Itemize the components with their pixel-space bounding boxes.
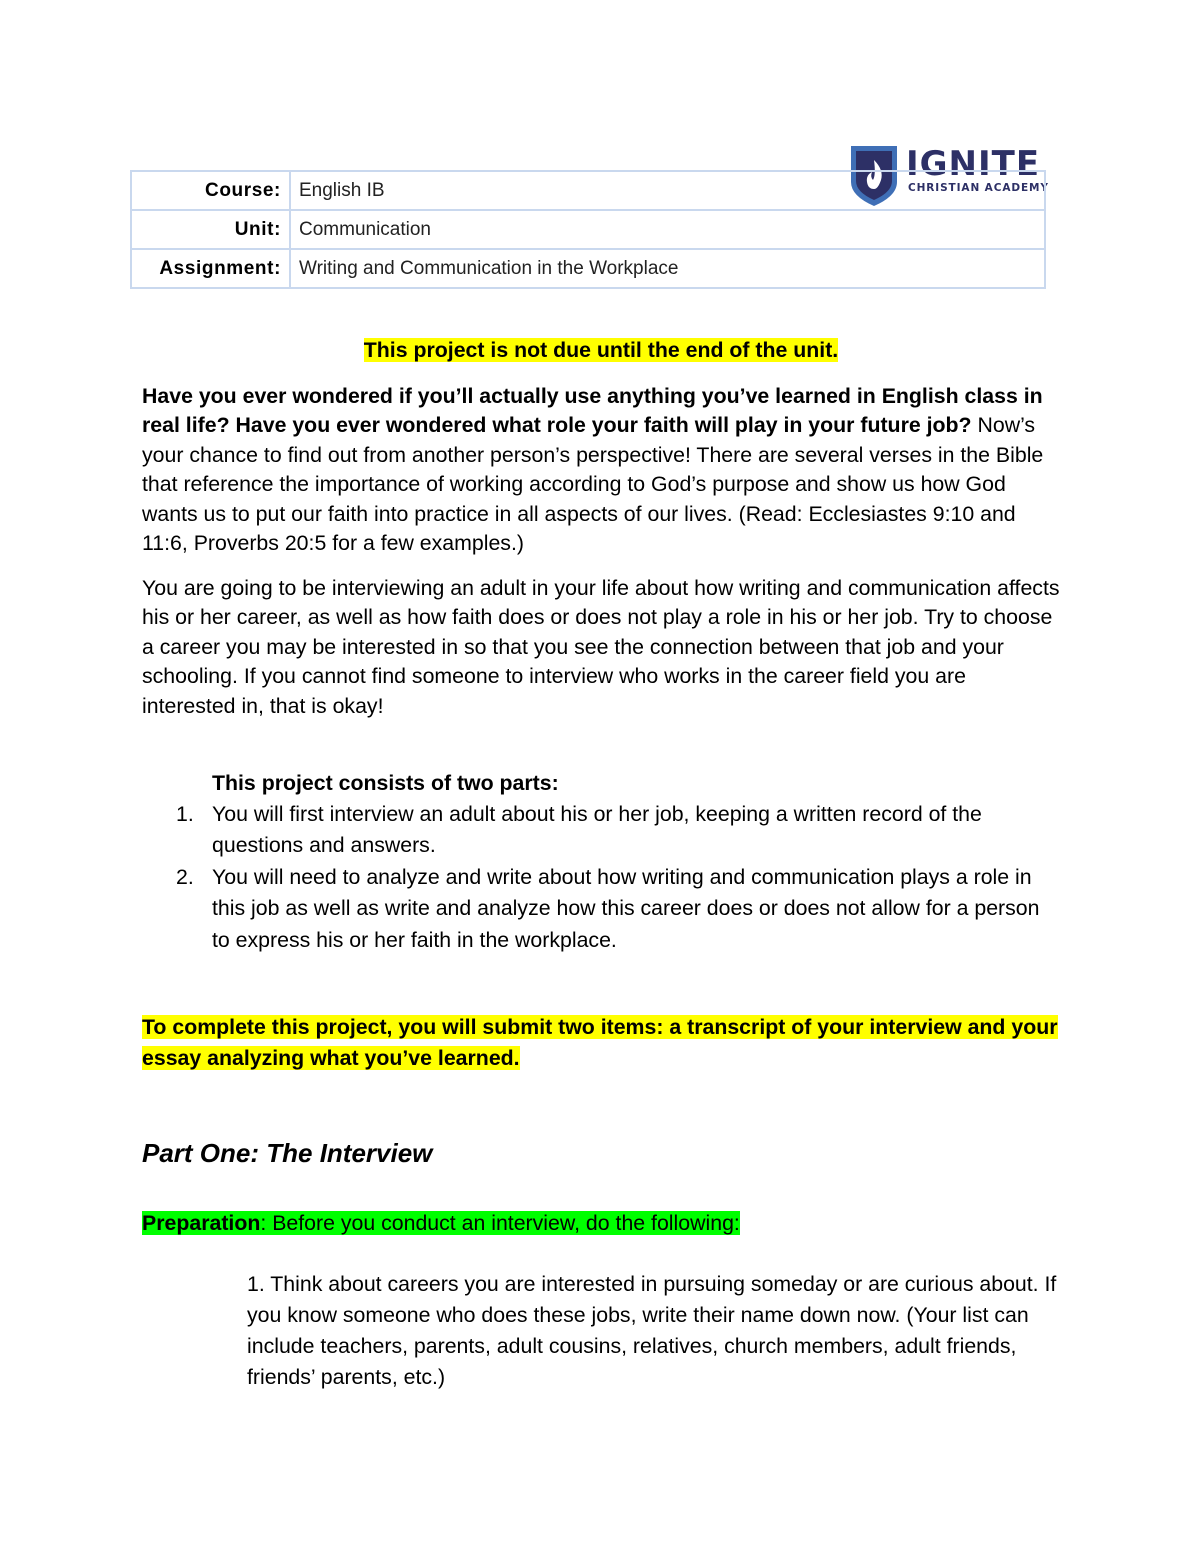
- intro-questions: Have you ever wondered if you’ll actually use anything you’ve learned in English class in real life? Have you ever wondered what role your faith will play in your future job?: [142, 383, 1043, 437]
- preparation-highlight: [142, 1211, 740, 1235]
- unit-value: Communication: [290, 210, 1045, 249]
- unit-label: Unit:: [131, 210, 290, 249]
- course-value: English IB: [290, 171, 1045, 210]
- complete-notice: [142, 1012, 1060, 1074]
- logo-name: IGNITE: [906, 144, 1041, 184]
- parts-heading: This project consists of two parts:: [212, 771, 559, 795]
- list-item-text: You will need to analyze and write about how writing and communication plays a role in this job as well as write and analyze how this career does or does not allow for a person to express his or her faith in the workplace.: [212, 864, 1040, 952]
- table-row: [131, 171, 1045, 210]
- assignment-label: Assignment:: [131, 249, 290, 288]
- parts-list: [142, 799, 1060, 957]
- logo-subtitle: CHRISTIAN ACADEMY: [908, 182, 1049, 194]
- intro-paragraph: [142, 382, 1060, 559]
- list-item-text: You will first interview an adult about his or her job, keeping a written record of the questions and answers.: [212, 801, 982, 857]
- preparation-text: : Before you conduct an interview, do the following:: [260, 1211, 740, 1235]
- complete-notice-text: To complete this project, you will submit two items: a transcript of your interview and your essay analyzing what you’ve learned.: [142, 1015, 1058, 1070]
- step-one: 1. Think about careers you are interested in pursuing someday or are curious about. If you know someone who does these jobs, write their name down now. (Your list can include teachers, parents, adult cousins, relatives, church members, adult friends, friends’ parents, etc.): [247, 1271, 1057, 1389]
- list-item: [142, 799, 1060, 862]
- interview-paragraph: You are going to be interviewing an adult in your life about how writing and communication affects his or her career, as well as how faith does or does not play a role in his or her job. Try to choose a career you may be interested in so that you see the connection between that job and your schooling. If you cannot find someone to interview who works in the career field you are interested in, that is okay!: [142, 575, 1060, 718]
- course-label: Course:: [131, 171, 290, 210]
- list-item: [142, 862, 1060, 957]
- document-body: [142, 336, 1060, 1393]
- table-row: [131, 210, 1045, 249]
- intro-rest: Now’s your chance to find out from another person’s perspective! There are several verses in the Bible that reference the importance of working according to God’s purpose and show us how God wants us to put our faith into practice in all aspects of our lives. (Read: Ecclesiastes 9:10 and 11:6, Proverbs 20:5 for a few examples.): [142, 413, 1044, 555]
- due-notice-text: This project is not due until the end of the unit.: [363, 338, 839, 362]
- preparation-line: [142, 1209, 1060, 1239]
- preparation-label: Preparation: [142, 1211, 261, 1235]
- due-notice: [142, 336, 1060, 366]
- list-number: 1.: [176, 801, 194, 826]
- assignment-value: Writing and Communication in the Workplace: [290, 249, 1045, 288]
- list-number: 2.: [176, 864, 194, 889]
- table-row: [131, 249, 1045, 288]
- part-one-heading: Part One: The Interview: [142, 1138, 433, 1168]
- course-info-table: [130, 170, 1046, 289]
